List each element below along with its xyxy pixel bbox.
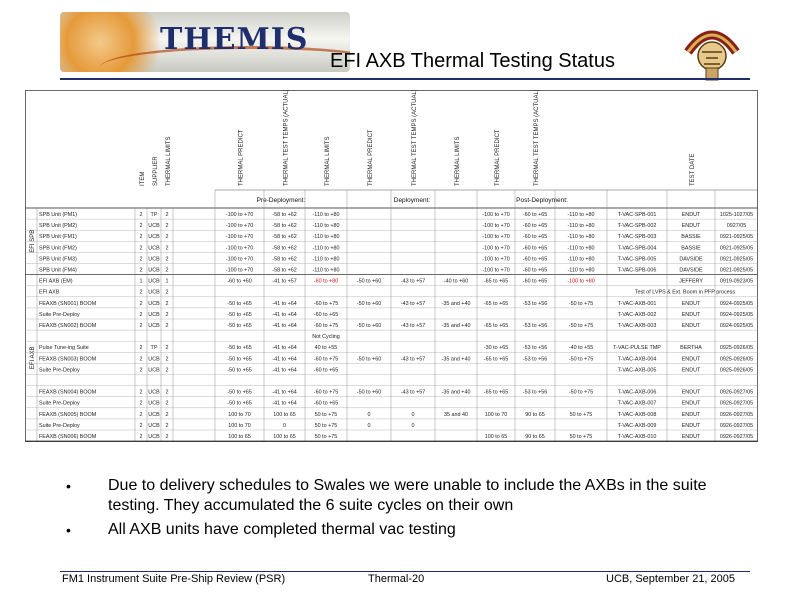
table-cell: -41 to +64 <box>272 400 297 407</box>
table-cell: -43 to +57 <box>400 300 426 307</box>
table-cell: 2 <box>165 411 169 418</box>
table-cell: T-VAC-AXB-008 <box>617 411 657 418</box>
table-cell: -100 to +70 <box>225 245 254 252</box>
table-cell: -43 to +57 <box>400 278 426 285</box>
table-cell: -53 to +56 <box>522 323 548 329</box>
table-cell: 1 <box>139 278 143 285</box>
table-cell: T-VAC-AXB-003 <box>617 323 657 329</box>
table-cell: 2 <box>139 223 143 230</box>
table-cell: -60 to +65 <box>522 245 548 252</box>
table-cell: T-VAC-SPB-004 <box>617 245 657 252</box>
table-cell: -110 to +80 <box>312 223 340 230</box>
table-cell: -110 to +80 <box>312 212 340 218</box>
table-cell: 2 <box>139 367 143 374</box>
table-cell: -60 to +65 <box>522 212 548 218</box>
table-cell: -58 to +62 <box>272 245 297 252</box>
table-cell: -110 to +80 <box>567 234 595 241</box>
table-cell: -110 to +80 <box>567 267 595 274</box>
table-cell: -110 to +80 <box>567 245 595 252</box>
table-cell: ENDUT <box>681 411 701 418</box>
table-cell: 0921-0925/05 <box>719 245 754 252</box>
table-cell: -100 to +70 <box>225 212 254 218</box>
table-cell: -60 to +65 <box>522 267 548 274</box>
table-cell: UCB <box>148 300 160 307</box>
table-cell: -50 to +75 <box>568 389 594 396</box>
table-cell: 1 <box>165 278 169 285</box>
table-cell: 2 <box>165 323 169 329</box>
thermal-status-table <box>25 90 758 451</box>
table-cell: DAVSIDE <box>679 256 703 263</box>
table-cell: T-VAC-SPB-001 <box>617 212 657 218</box>
table-cell: 2 <box>139 356 143 363</box>
table-cell: 2 <box>165 212 169 218</box>
table-cell: -58 to +62 <box>272 256 297 263</box>
table-cell: UCB <box>148 256 160 263</box>
table-cell: -60 to +75 <box>313 300 339 307</box>
table-cell: T-VAC-AXB-006 <box>617 389 657 396</box>
table-cell: -100 to +80 <box>567 278 595 285</box>
table-cell: -100 to +70 <box>482 267 510 274</box>
themis-mascot-icon <box>680 22 744 82</box>
table-cell: UCB <box>148 278 160 285</box>
table-cell: -30 to +65 <box>483 345 509 352</box>
table-cell: -100 to +70 <box>482 245 510 252</box>
table-cell: UCB <box>148 245 160 252</box>
group-label: Post-Deployment: <box>516 197 568 204</box>
table-cell: UCB <box>148 400 160 407</box>
table-cell: -43 to +57 <box>400 323 426 329</box>
table-cell: 50 to +75 <box>569 434 593 440</box>
column-header: THERMAL TEST TEMPS (ACTUAL) <box>283 90 290 186</box>
table-cell: -110 to +80 <box>567 256 595 263</box>
table-cell: UCB <box>148 267 160 274</box>
table-cell: -35 and +40 <box>441 389 471 396</box>
table-cell: UCB <box>148 323 160 329</box>
column-header: THERMAL LIMITS <box>166 136 172 186</box>
slide-footer <box>0 565 792 595</box>
table-cell: -60 to +65 <box>313 367 339 374</box>
table-cell: 50 to +75 <box>569 411 593 418</box>
slide-title: EFI AXB Thermal Testing Status <box>330 50 615 72</box>
column-header: THERMAL TEST TEMPS (ACTUAL) <box>534 90 540 186</box>
table-cell: UCB <box>148 356 160 363</box>
table-cell: -35 and +40 <box>441 300 471 307</box>
table-cell: -50 to +75 <box>568 300 594 307</box>
table-cell: 0 <box>411 422 415 429</box>
table-cell: SPB Unit (FM2) <box>39 245 77 252</box>
table-cell: BASSIE <box>681 234 701 241</box>
table-canvas <box>25 90 758 451</box>
table-cell: 0926-0927/05 <box>719 422 754 429</box>
table-cell: TP <box>150 345 158 352</box>
table-cell: -100 to +70 <box>225 256 254 263</box>
table-cell: UCB <box>148 234 160 241</box>
table-cell: 0925-0926/05 <box>719 367 754 374</box>
table-cell: -110 to +80 <box>312 256 340 263</box>
table-cell: T-VAC-AXB-004 <box>617 356 657 363</box>
table-cell: -100 to +70 <box>482 212 510 218</box>
table-cell: SPB Unit (FM1) <box>39 234 77 241</box>
table-cell: 2 <box>165 289 169 296</box>
bullet-list <box>60 476 750 544</box>
table-cell: T-VAC-AXB-009 <box>617 422 657 429</box>
table-cell: 0925-0926/05 <box>719 345 754 352</box>
table-cell: ENDUT <box>681 434 701 440</box>
table-cell: -35 and +40 <box>441 356 471 363</box>
table-cell: Suite Pre-Deploy <box>39 311 80 318</box>
logo-wordmark: THEMIS <box>160 22 309 57</box>
table-cell: -43 to +57 <box>400 356 426 363</box>
table-cell: 100 to 65 <box>484 434 508 440</box>
table-cell: 2 <box>139 311 143 318</box>
table-cell: -41 to +64 <box>272 345 297 352</box>
table-cell: 0 <box>283 422 286 429</box>
table-cell: -60 to +65 <box>313 400 339 407</box>
table-cell: 2 <box>165 311 169 318</box>
table-cell: T-VAC-SPB-005 <box>617 256 657 263</box>
table-cell: ENDUT <box>681 367 701 374</box>
table-cell: -60 to +65 <box>522 256 548 263</box>
table-cell: SPB Unit (PM1) <box>39 212 78 218</box>
table-cell: UCB <box>148 223 160 230</box>
table-cell: T-VAC-AXB-002 <box>617 311 657 318</box>
table-cell: -58 to +62 <box>272 234 297 241</box>
table-cell: SPB Unit (PM2) <box>39 223 78 230</box>
table-cell: 0921-0925/05 <box>719 267 754 274</box>
table-cell: -50 to +65 <box>227 300 252 307</box>
table-cell: -100 to +70 <box>225 234 254 241</box>
table-cell: FEAXB (SN003) BOOM <box>39 356 97 363</box>
table-cell: -50 to +60 <box>356 300 382 307</box>
table-cell: -50 to +60 <box>356 323 382 329</box>
table-cell: -65 to +65 <box>483 278 509 285</box>
table-cell: -65 to +65 <box>483 389 509 396</box>
table-cell: 2 <box>165 256 169 263</box>
table-cell: 0924-0925/05 <box>719 323 754 329</box>
table-cell: -65 to +65 <box>483 300 509 307</box>
table-cell: 90 to 65 <box>525 434 545 440</box>
table-cell: -110 to +80 <box>312 267 340 274</box>
table-cell: UCB <box>148 389 160 396</box>
table-cell: T-VAC-SPB-006 <box>617 267 657 274</box>
table-cell: 35 and 40 <box>444 411 468 418</box>
table-cell: 2 <box>165 422 169 429</box>
table-cell: 2 <box>139 422 143 429</box>
table-cell: 2 <box>165 389 169 396</box>
table-cell: JEFFERY <box>679 278 703 285</box>
table-cell: 2 <box>139 400 143 407</box>
table-cell: 2 <box>139 323 143 329</box>
table-cell: 2 <box>165 345 169 352</box>
side-group-label: EFI AXB <box>30 346 36 370</box>
table-cell: -40 to +55 <box>568 345 594 352</box>
table-cell: 50 to +75 <box>314 422 338 429</box>
bullet-dot-icon: • <box>66 522 71 538</box>
table-cell: DAVSIDE <box>679 267 703 274</box>
table-cell: Suite Pre-Deploy <box>39 422 80 429</box>
table-cell: TP <box>150 212 158 218</box>
table-cell: FEAXB (SN005) BOOM <box>39 411 97 418</box>
group-label: Pre-Deployment: <box>256 197 306 204</box>
bullet-dot-icon: • <box>66 478 71 494</box>
table-cell: -60 to +75 <box>313 323 339 329</box>
table-cell: ENDUT <box>681 212 701 218</box>
bullet-item <box>60 520 750 540</box>
table-cell: -50 to +65 <box>227 400 252 407</box>
table-cell: -58 to +62 <box>272 212 297 218</box>
table-cell: T-VAC-AXB-007 <box>617 400 657 407</box>
table-cell: 0921-0925/05 <box>719 256 754 263</box>
table-cell: -110 to +80 <box>567 212 595 218</box>
table-cell: UCB <box>148 422 160 429</box>
table-cell: -60 to +80 <box>313 278 339 285</box>
bullet-text: All AXB units have completed thermal vac testing <box>108 521 456 538</box>
table-cell: 0 <box>411 411 415 418</box>
table-cell: 2 <box>139 267 143 274</box>
table-cell: ENDUT <box>681 311 701 318</box>
table-cell: UCB <box>148 289 160 296</box>
table-cell: Suite Pre-Deploy <box>39 367 80 374</box>
table-cell: 0921-0925/05 <box>719 234 754 241</box>
table-cell: T-VAC-AXB-001 <box>617 300 657 307</box>
footer-left-text: FM1 Instrument Suite Pre-Ship Review (PSR) <box>62 573 286 585</box>
table-cell: Suite Pre-Deploy <box>39 400 80 407</box>
table-cell: SPB Unit (FM3) <box>39 256 77 263</box>
column-header: TEST DATE <box>690 153 696 186</box>
table-cell: -41 to +64 <box>272 367 297 374</box>
table-cell: 2 <box>139 434 143 440</box>
table-cell: -41 to +57 <box>272 278 297 285</box>
table-cell: -50 to +65 <box>227 311 252 318</box>
row-note: Test of LVPS & Ext. Boom in PFP process <box>634 289 736 296</box>
table-cell: -60 to +65 <box>522 278 548 285</box>
row-note: Not Cycling <box>312 334 340 341</box>
column-header: THERMAL TEST TEMPS (ACTUAL) <box>412 90 418 186</box>
table-cell: ENDUT <box>681 300 701 307</box>
table-cell: -53 to +56 <box>522 300 548 307</box>
table-cell: -60 to +60 <box>227 278 252 285</box>
table-cell: -65 to +65 <box>483 323 509 329</box>
table-cell: -43 to +57 <box>400 389 426 396</box>
table-cell: SPB Unit (FM4) <box>39 267 77 274</box>
table-cell: 2 <box>139 300 143 307</box>
table-cell: 1025-1027/05 <box>719 212 754 218</box>
column-header: THERMAL PREDICT <box>238 129 245 186</box>
table-cell: 2 <box>165 356 169 363</box>
table-cell: -60 to +65 <box>522 223 548 230</box>
table-cell: -60 to +75 <box>313 356 339 363</box>
table-cell: -60 to +65 <box>522 234 548 241</box>
table-cell: -41 to +64 <box>272 323 297 329</box>
table-cell: -50 to +65 <box>227 367 252 374</box>
table-cell: -50 to +60 <box>356 278 382 285</box>
table-cell: 50 to +75 <box>314 411 338 418</box>
header-rule <box>60 78 750 80</box>
table-cell: -50 to +60 <box>356 356 382 363</box>
table-cell: 40 to +55 <box>314 345 338 352</box>
table-cell: FEAXB (SN006) BOOM <box>39 434 97 440</box>
bullet-item <box>60 476 750 516</box>
table-cell: FEAXB (SN001) BOOM <box>39 300 97 307</box>
table-cell: 2 <box>165 234 169 241</box>
table-cell: 0926-0927/05 <box>719 434 754 440</box>
table-cell: 100 to 65 <box>273 411 296 418</box>
table-cell: 100 to 70 <box>228 411 251 418</box>
table-cell: ENDUT <box>681 323 701 329</box>
table-cell: 2 <box>139 411 143 418</box>
table-cell: T-VAC-AXB-010 <box>617 434 657 440</box>
table-cell: 2 <box>165 267 169 274</box>
table-cell: -110 to +80 <box>312 234 340 241</box>
table-cell: -110 to +80 <box>312 245 340 252</box>
column-header: SUPPLIER <box>153 156 159 186</box>
table-cell: 2 <box>165 300 169 307</box>
table-cell: 0926-0927/05 <box>719 400 754 407</box>
table-cell: 0 <box>367 422 371 429</box>
table-cell: EFI AXB (EM) <box>39 278 73 285</box>
column-header: THERMAL PREDICT <box>495 129 501 186</box>
table-cell: UCB <box>148 311 160 318</box>
table-cell: -41 to +64 <box>272 300 297 307</box>
table-cell: -100 to +70 <box>482 223 510 230</box>
column-header: THERMAL LIMITS <box>455 136 461 186</box>
table-cell: -41 to +64 <box>272 356 297 363</box>
table-cell: 2 <box>165 434 169 440</box>
table-cell: T-VAC-PULSE TMP <box>613 345 661 352</box>
table-cell: 0919-0923/05 <box>719 278 754 285</box>
table-cell: -40 to +60 <box>443 278 469 285</box>
table-cell: -50 to +60 <box>356 389 382 396</box>
table-cell: 100 to 70 <box>484 411 508 418</box>
table-cell: -50 to +65 <box>227 389 252 396</box>
table-cell: ENDUT <box>681 400 701 407</box>
footer-rule <box>60 571 750 572</box>
table-cell: -53 to +56 <box>522 389 548 396</box>
table-cell: 2 <box>139 245 143 252</box>
table-cell: ENDUT <box>681 356 701 363</box>
table-cell: 0926-0927/05 <box>719 411 754 418</box>
table-cell: 0 <box>367 411 371 418</box>
table-cell: UCB <box>148 411 160 418</box>
table-cell: -58 to +62 <box>272 267 297 274</box>
table-cell: Pulse Tune-ing Suite <box>39 345 89 352</box>
column-header: ITEM <box>140 171 146 186</box>
column-header: THERMAL LIMITS <box>325 136 331 186</box>
table-cell: FEAXB (SN002) BOOM <box>39 323 97 329</box>
table-cell: -50 to +75 <box>568 356 594 363</box>
table-cell: -60 to +75 <box>313 389 339 396</box>
table-cell: 100 to 65 <box>273 434 296 440</box>
table-cell: 2 <box>165 223 169 230</box>
table-cell: -60 to +65 <box>313 311 339 318</box>
table-cell: T-VAC-SPB-002 <box>617 223 657 230</box>
table-cell: -53 to +56 <box>522 356 548 363</box>
table-cell: UCB <box>148 434 160 440</box>
table-cell: 2 <box>165 400 169 407</box>
table-cell: FEAXB (SN004) BOOM <box>39 389 97 396</box>
table-cell: -50 to +65 <box>227 356 252 363</box>
table-cell: 0925-0926/05 <box>719 356 754 363</box>
table-cell: 2 <box>139 256 143 263</box>
table-cell: T-VAC-AXB-005 <box>617 367 657 374</box>
table-cell: BERTHA <box>680 345 702 352</box>
table-cell: UCB <box>148 367 160 374</box>
table-cell: 2 <box>139 234 143 241</box>
table-cell: 100 to 70 <box>228 422 251 429</box>
table-cell: 2 <box>139 289 143 296</box>
table-cell: 2 <box>165 245 169 252</box>
table-cell: EFI AXB <box>39 289 60 296</box>
table-cell: -100 to +70 <box>225 267 254 274</box>
table-cell: ENDUT <box>681 223 701 230</box>
table-cell: 0926-0927/05 <box>719 389 754 396</box>
column-header: THERMAL PREDICT <box>368 129 374 186</box>
table-cell: -100 to +70 <box>482 234 510 241</box>
group-label: Deployment: <box>393 197 431 204</box>
table-cell: 2 <box>139 389 143 396</box>
table-cell: -100 to +70 <box>225 223 254 230</box>
side-group-label: EFI SPB <box>30 229 36 253</box>
table-cell: 0924-0925/05 <box>719 300 754 307</box>
table-cell: ENDUT <box>681 422 701 429</box>
table-cell: -110 to +80 <box>567 223 595 230</box>
table-cell: BASSIE <box>681 245 701 252</box>
table-cell: -41 to +64 <box>272 389 297 396</box>
table-cell: 2 <box>165 367 169 374</box>
table-cell: 90 to 65 <box>525 411 545 418</box>
themis-logo-banner <box>60 12 350 72</box>
table-cell: -65 to +65 <box>483 356 509 363</box>
table-cell: 2 <box>139 212 143 218</box>
table-cell: -50 to +65 <box>227 345 252 352</box>
table-cell: 2 <box>139 345 143 352</box>
table-cell: -35 and +40 <box>441 323 471 329</box>
bullet-text: Due to delivery schedules to Swales we were unable to include the AXBs in the suite testing. They accumulated the 6 suite cycles on their own <box>108 477 707 514</box>
table-cell: -50 to +75 <box>568 323 594 329</box>
table-cell: -58 to +62 <box>272 223 297 230</box>
footer-date-text: UCB, September 21, 2005 <box>606 573 736 585</box>
table-cell: 0924-0925/05 <box>719 311 754 318</box>
table-cell: -100 to +70 <box>482 256 510 263</box>
table-cell: 100 to 65 <box>228 434 251 440</box>
table-cell: 0927/05 <box>726 223 747 230</box>
table-cell: T-VAC-SPB-003 <box>617 234 657 241</box>
table-cell: -53 to +56 <box>522 345 548 352</box>
footer-page-label: Thermal-20 <box>368 573 425 585</box>
table-cell: ENDUT <box>681 389 701 396</box>
table-cell: -50 to +65 <box>227 323 252 329</box>
table-cell: -41 to +64 <box>272 311 297 318</box>
table-cell: 50 to +75 <box>314 434 338 440</box>
